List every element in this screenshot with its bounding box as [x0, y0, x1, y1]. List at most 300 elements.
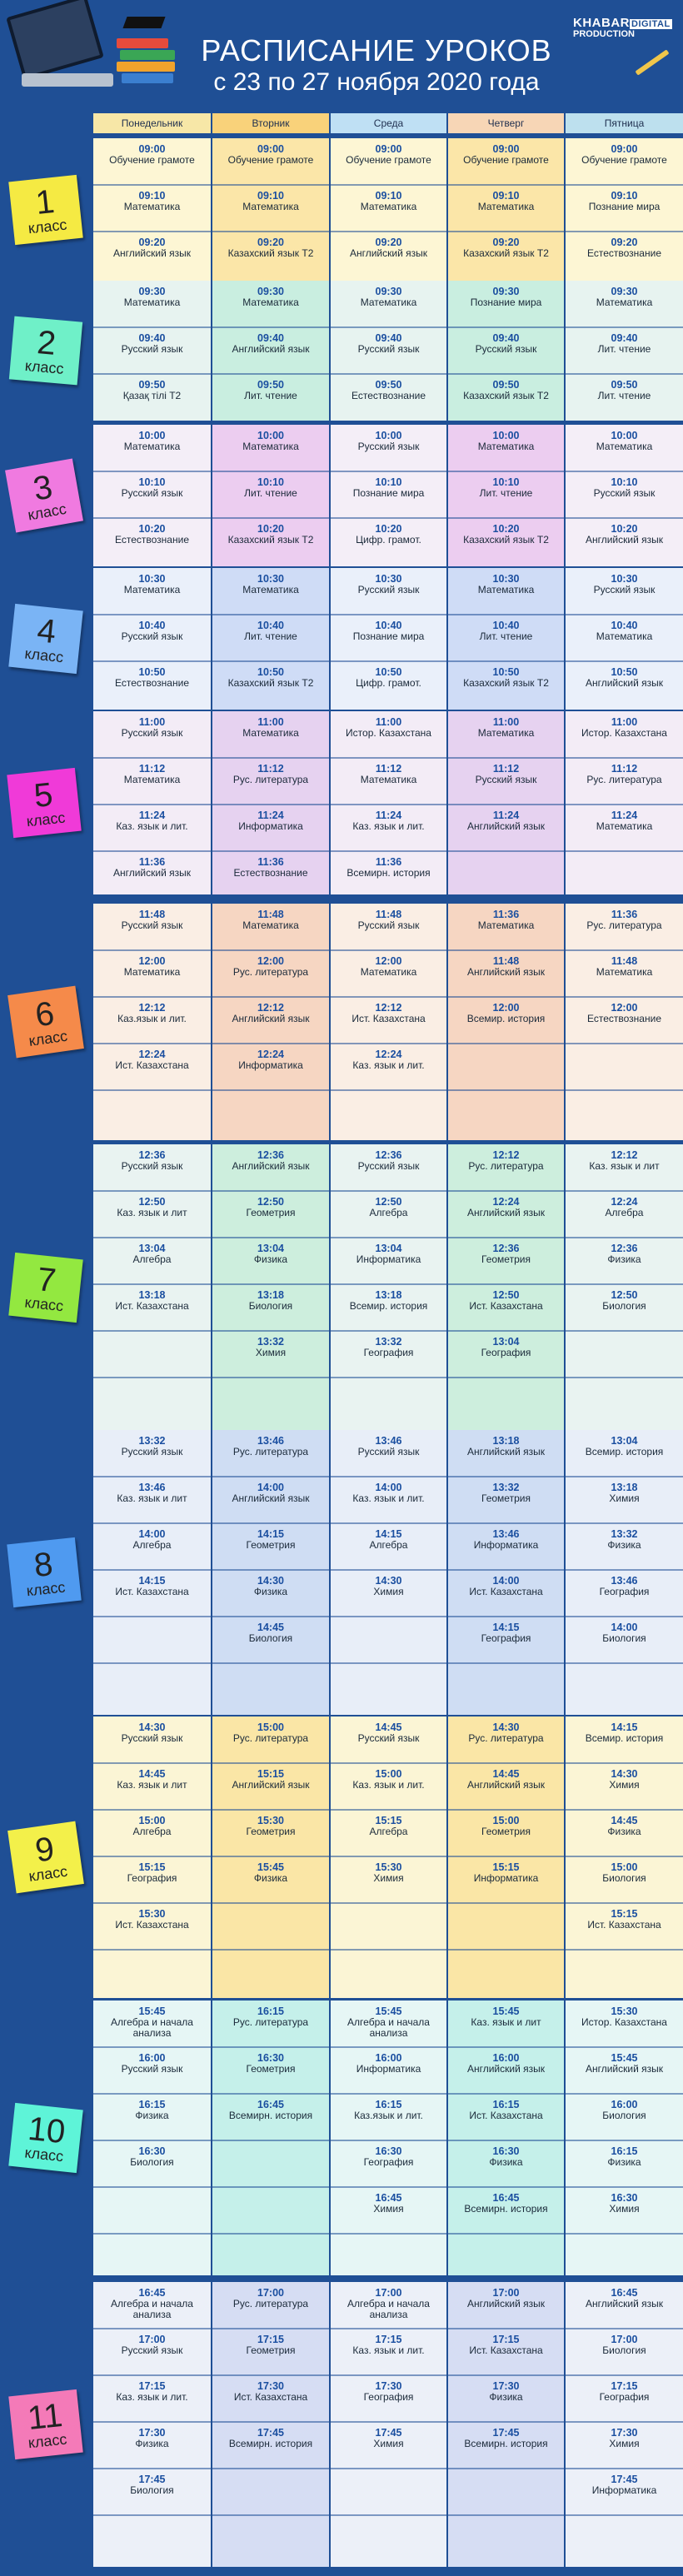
- grade-number: 1: [33, 183, 57, 222]
- grade-sticky-note: [7, 768, 81, 838]
- grade-number: 2: [35, 324, 57, 362]
- lesson-subject: Ист. Казахстана: [115, 1300, 189, 1312]
- lesson-time: 16:15: [611, 2145, 638, 2157]
- lesson-time: 09:00: [492, 143, 520, 155]
- lesson-cell: [448, 523, 564, 546]
- lesson-cell: [93, 143, 211, 166]
- lesson-time: 15:00: [611, 1861, 638, 1873]
- lesson-subject: Английский язык: [466, 2298, 546, 2309]
- lesson-time: 13:32: [375, 1336, 402, 1348]
- row-divider: [93, 614, 683, 615]
- lesson-subject: Математика: [477, 584, 535, 595]
- lesson-subject: Обучение грамоте: [109, 154, 195, 166]
- lesson-time: 09:10: [375, 190, 402, 202]
- lesson-time: 17:15: [257, 2334, 284, 2345]
- lesson-time: 17:30: [257, 2380, 284, 2392]
- lesson-time: 09:20: [611, 237, 638, 248]
- lesson-time: 17:15: [138, 2380, 166, 2392]
- lesson-subject: Математика: [477, 441, 535, 452]
- lesson-cell: [93, 1721, 211, 1744]
- lesson-cell: [93, 1861, 211, 1884]
- lesson-time: 17:15: [375, 2334, 402, 2345]
- lesson-subject: Физика: [135, 2438, 169, 2449]
- lesson-subject: Математика: [123, 584, 181, 595]
- lesson-time: 15:15: [492, 1861, 520, 1873]
- lesson-time: 10:40: [257, 620, 284, 631]
- lesson-subject: Физика: [135, 2110, 169, 2121]
- day-column: [566, 711, 683, 894]
- lesson-subject: Лит. чтение: [597, 343, 651, 355]
- lesson-cell: [93, 2052, 211, 2075]
- lesson-time: 09:00: [257, 143, 284, 155]
- lesson-cell: [566, 2005, 683, 2028]
- lesson-cell: [331, 1149, 446, 1172]
- lesson-subject: Естествознание: [587, 1013, 661, 1024]
- lesson-cell: [566, 1528, 683, 1551]
- lesson-time: 12:12: [138, 1002, 166, 1014]
- lesson-cell: [93, 2380, 211, 2403]
- grade-number: 4: [35, 612, 58, 651]
- lesson-time: 16:30: [138, 2145, 166, 2157]
- lesson-time: 13:46: [138, 1482, 166, 1493]
- lesson-time: 12:36: [492, 1243, 520, 1254]
- lesson-cell: [566, 523, 683, 546]
- lesson-subject: Русский язык: [357, 919, 420, 931]
- lesson-time: 10:50: [257, 666, 284, 678]
- lesson-cell: [93, 2334, 211, 2356]
- lesson-cell: [93, 573, 211, 595]
- lesson-time: 10:40: [375, 620, 402, 631]
- lesson-cell: [331, 1721, 446, 1744]
- lesson-subject: Биология: [602, 2344, 646, 2356]
- lesson-time: 16:00: [138, 2052, 166, 2064]
- row-divider: [93, 2421, 683, 2423]
- lesson-cell: [212, 1815, 329, 1837]
- lesson-cell: [212, 1336, 329, 1358]
- lesson-subject: Обучение грамоте: [346, 154, 431, 166]
- lesson-time: 12:50: [138, 1196, 166, 1208]
- row-divider: [93, 2093, 683, 2095]
- lesson-subject: Химия: [373, 2203, 404, 2215]
- lesson-subject: Математика: [596, 296, 653, 308]
- row-divider: [93, 517, 683, 519]
- grade-section: [0, 568, 683, 710]
- lesson-subject: Всемир. история: [349, 1300, 428, 1312]
- lesson-time: 11:00: [375, 716, 402, 728]
- lesson-cell: [566, 1289, 683, 1312]
- lesson-subject: Математика: [242, 919, 299, 931]
- lesson-subject: Рус. литература: [232, 774, 309, 785]
- row-divider: [93, 1089, 683, 1091]
- lesson-cell: [448, 2427, 564, 2449]
- lesson-cell: [566, 1815, 683, 1837]
- lesson-subject: Английский язык: [466, 1446, 546, 1457]
- lesson-time: 13:04: [257, 1243, 284, 1254]
- lesson-subject: Химия: [609, 2203, 640, 2215]
- lesson-time: 09:20: [492, 237, 520, 248]
- row-divider: [93, 660, 683, 662]
- grade-section: [0, 1430, 683, 1715]
- lesson-cell: [331, 666, 446, 689]
- lesson-time: 10:10: [611, 476, 638, 488]
- lesson-time: 17:00: [375, 2287, 402, 2299]
- lesson-subject: Рус. литература: [232, 1446, 309, 1457]
- lesson-cell: [93, 955, 211, 978]
- row-divider: [93, 850, 683, 852]
- lesson-time: 14:15: [257, 1528, 284, 1540]
- lesson-cell: [93, 763, 211, 785]
- grade-number: 9: [32, 1830, 57, 1870]
- lesson-subject: Математика: [360, 774, 417, 785]
- lesson-cell: [93, 1575, 211, 1597]
- grade-sticky-note: [5, 458, 83, 532]
- lesson-cell: [93, 1149, 211, 1172]
- grade-label: класс: [23, 645, 65, 666]
- day-column: [212, 1717, 329, 1998]
- grade-label: класс: [23, 2144, 65, 2165]
- lesson-subject: Рус. литература: [468, 1160, 544, 1172]
- lesson-time: 09:40: [611, 332, 638, 344]
- lesson-subject: Истор. Казахстана: [581, 2016, 667, 2028]
- grade-section: [0, 281, 683, 421]
- row-divider: [93, 1237, 683, 1238]
- lesson-subject: Биология: [602, 1300, 646, 1312]
- row-divider: [93, 1809, 683, 1811]
- lesson-cell: [212, 2005, 329, 2028]
- lesson-cell: [448, 2099, 564, 2121]
- lesson-time: 10:40: [492, 620, 520, 631]
- lesson-cell: [566, 430, 683, 452]
- lesson-time: 16:15: [375, 2099, 402, 2110]
- lesson-subject: Русский язык: [357, 441, 420, 452]
- lesson-cell: [93, 856, 211, 879]
- lesson-subject: Информатика: [591, 2484, 657, 2496]
- lesson-cell: [566, 1196, 683, 1218]
- lesson-time: 16:30: [492, 2145, 520, 2157]
- lesson-cell: [331, 1336, 446, 1358]
- lesson-cell: [331, 523, 446, 546]
- lesson-time: 13:32: [257, 1336, 284, 1348]
- lesson-subject: Ист. Казахстана: [469, 1300, 543, 1312]
- lesson-subject: Биология: [602, 1632, 646, 1644]
- lesson-cell: [331, 763, 446, 785]
- row-divider: [93, 949, 683, 951]
- lesson-subject: Математика: [242, 584, 299, 595]
- lesson-subject: Казахский язык Т2: [227, 247, 314, 259]
- lesson-subject: Алгебра и начала анализа: [347, 2016, 430, 2039]
- lesson-subject: География: [599, 1586, 650, 1597]
- lesson-cell: [331, 143, 446, 166]
- lesson-subject: Каз. язык и лит.: [116, 2391, 188, 2403]
- lesson-time: 11:36: [257, 856, 284, 868]
- lesson-subject: Геометрия: [246, 1207, 296, 1218]
- lesson-cell: [331, 430, 446, 452]
- lesson-cell: [566, 379, 683, 401]
- day-column: [331, 2282, 446, 2567]
- lesson-time: 16:45: [375, 2192, 402, 2204]
- row-divider: [93, 2468, 683, 2469]
- lesson-time: 10:10: [257, 476, 284, 488]
- grade-number: 6: [32, 994, 57, 1034]
- page-title: РАСПИСАНИЕ УРОКОВ: [201, 33, 552, 67]
- lesson-time: 16:45: [257, 2099, 284, 2110]
- lesson-cell: [331, 2005, 446, 2039]
- grade-section: [0, 2001, 683, 2275]
- lesson-time: 16:15: [257, 2005, 284, 2017]
- lesson-time: 12:00: [611, 1002, 638, 1014]
- day-column: [448, 1717, 564, 1998]
- lesson-subject: Русский язык: [121, 2063, 183, 2075]
- lesson-subject: Русский язык: [121, 630, 183, 642]
- lesson-subject: Алгебра: [369, 1207, 408, 1218]
- row-divider: [93, 1377, 683, 1378]
- lesson-cell: [331, 2052, 446, 2075]
- day-column: [93, 1717, 211, 1998]
- lesson-cell: [448, 1336, 564, 1358]
- lesson-subject: Рус. литература: [586, 774, 662, 785]
- lesson-time: 17:45: [138, 2474, 166, 2485]
- grade-number: 3: [30, 468, 56, 508]
- day-column: [448, 1430, 564, 1715]
- lesson-subject: Познание мира: [588, 201, 661, 212]
- lesson-time: 09:50: [257, 379, 284, 391]
- lesson-cell: [331, 716, 446, 739]
- lesson-time: 15:45: [492, 2005, 520, 2017]
- lesson-time: 16:00: [611, 2099, 638, 2110]
- laptop-icon: [13, 5, 113, 97]
- lesson-subject: География: [599, 2391, 650, 2403]
- lesson-subject: Каз.язык и лит.: [117, 1013, 187, 1024]
- lesson-time: 15:45: [138, 2005, 166, 2017]
- lesson-cell: [93, 2099, 211, 2121]
- lesson-time: 12:00: [492, 1002, 520, 1014]
- lesson-cell: [212, 763, 329, 785]
- lesson-cell: [212, 573, 329, 595]
- lesson-cell: [93, 523, 211, 546]
- row-divider: [93, 1762, 683, 1764]
- lesson-subject: Всемирн. история: [228, 2438, 313, 2449]
- lesson-time: 14:45: [492, 1768, 520, 1780]
- lesson-subject: Ист. Казахстана: [469, 2344, 543, 2356]
- lesson-time: 14:30: [375, 1575, 402, 1587]
- lesson-subject: Рус. литература: [232, 1732, 309, 1744]
- lesson-time: 10:30: [138, 573, 166, 585]
- lesson-subject: Русский язык: [121, 487, 183, 499]
- lesson-time: 14:00: [257, 1482, 284, 1493]
- lesson-subject: Английский язык: [232, 1779, 310, 1791]
- lesson-cell: [212, 1196, 329, 1218]
- grade-number: 7: [35, 1261, 58, 1300]
- row-divider: [93, 2140, 683, 2141]
- lesson-cell: [448, 1482, 564, 1504]
- lesson-cell: [212, 1528, 329, 1551]
- row-divider: [93, 184, 683, 186]
- lesson-subject: Алгебра: [369, 1826, 408, 1837]
- lesson-subject: Английский язык: [585, 2063, 664, 2075]
- lesson-time: 09:30: [375, 286, 402, 297]
- lesson-cell: [448, 2052, 564, 2075]
- lesson-time: 16:00: [492, 2052, 520, 2064]
- lesson-time: 17:30: [375, 2380, 402, 2392]
- lesson-subject: Математика: [123, 441, 181, 452]
- lesson-time: 17:30: [611, 2427, 638, 2439]
- lesson-time: 09:40: [492, 332, 520, 344]
- lesson-cell: [93, 1528, 211, 1551]
- lesson-subject: Естествознание: [233, 867, 308, 879]
- lesson-cell: [331, 1289, 446, 1312]
- lesson-time: 11:36: [492, 909, 520, 920]
- lesson-cell: [566, 1435, 683, 1457]
- lesson-time: 15:30: [257, 1815, 284, 1826]
- grade-sticky-note: [8, 604, 82, 674]
- lesson-cell: [448, 909, 564, 931]
- lesson-subject: Обучение грамоте: [463, 154, 549, 166]
- lesson-cell: [566, 143, 683, 166]
- lesson-subject: Казахский язык Т2: [227, 534, 314, 546]
- lesson-cell: [212, 1482, 329, 1504]
- lesson-time: 11:48: [611, 955, 638, 967]
- lesson-subject: Русский язык: [121, 1732, 183, 1744]
- lesson-time: 12:36: [611, 1243, 638, 1254]
- lesson-subject: Биология: [248, 1632, 293, 1644]
- lesson-subject: География: [127, 1872, 177, 1884]
- lesson-time: 10:40: [611, 620, 638, 631]
- lesson-subject: Цифр. грамот.: [356, 677, 421, 689]
- lesson-subject: Математика: [596, 630, 653, 642]
- lesson-cell: [566, 1768, 683, 1791]
- lesson-cell: [93, 1908, 211, 1931]
- lesson-cell: [566, 909, 683, 931]
- day-column: [566, 2282, 683, 2567]
- lesson-time: 10:20: [138, 523, 166, 535]
- lesson-time: 10:30: [611, 573, 638, 585]
- lesson-subject: Лит. чтение: [479, 487, 533, 499]
- lesson-subject: Физика: [253, 1872, 288, 1884]
- lesson-subject: Английский язык: [585, 534, 664, 546]
- page-subtitle: с 23 по 27 ноября 2020 года: [213, 68, 540, 96]
- grade-section: [0, 138, 683, 282]
- grade-label: класс: [24, 356, 65, 377]
- lesson-subject: Геометрия: [246, 2063, 296, 2075]
- lesson-subject: Английский язык: [232, 1160, 310, 1172]
- lesson-time: 16:15: [138, 2099, 166, 2110]
- lesson-cell: [448, 190, 564, 212]
- lesson-subject: Биология: [130, 2484, 174, 2496]
- lesson-cell: [566, 955, 683, 978]
- day-column: [448, 1144, 564, 1431]
- lesson-time: 17:45: [257, 2427, 284, 2439]
- lesson-subject: Каз. язык и лит: [117, 1207, 187, 1218]
- lesson-subject: Ист. Казахстана: [115, 1919, 189, 1931]
- lesson-time: 14:15: [375, 1528, 402, 1540]
- lesson-subject: Лит. чтение: [597, 390, 651, 401]
- lesson-subject: Математика: [123, 201, 181, 212]
- lesson-subject: Всемирн. история: [464, 2203, 548, 2215]
- grade-sticky-note: [7, 1537, 81, 1607]
- lesson-subject: Химия: [255, 1347, 287, 1358]
- lesson-subject: Рус. литература: [468, 1732, 544, 1744]
- lesson-subject: Каз. язык и лит: [589, 1160, 660, 1172]
- lesson-cell: [93, 379, 211, 401]
- lesson-cell: [212, 379, 329, 401]
- lesson-subject: Всемир. история: [466, 1013, 546, 1024]
- lesson-time: 17:45: [611, 2474, 638, 2485]
- lesson-time: 13:32: [492, 1482, 520, 1493]
- lesson-time: 13:46: [492, 1528, 520, 1540]
- lesson-cell: [331, 476, 446, 499]
- lesson-cell: [566, 2145, 683, 2168]
- lesson-cell: [212, 332, 329, 355]
- lesson-cell: [331, 2145, 446, 2168]
- row-divider: [93, 1662, 683, 1664]
- lesson-subject: Каз. язык и лит.: [352, 2344, 425, 2356]
- lesson-time: 13:46: [375, 1435, 402, 1447]
- lesson-time: 09:40: [138, 332, 166, 344]
- graduation-cap-icon: [122, 17, 165, 28]
- lesson-time: 14:45: [375, 1721, 402, 1733]
- day-column: [212, 1144, 329, 1431]
- lesson-subject: Познание мира: [352, 487, 425, 499]
- lesson-subject: Всемирн. история: [464, 2438, 548, 2449]
- lesson-time: 11:12: [257, 763, 284, 775]
- lesson-cell: [331, 1575, 446, 1597]
- lesson-subject: Алгебра: [132, 1539, 172, 1551]
- lesson-cell: [448, 1575, 564, 1597]
- lesson-cell: [448, 379, 564, 401]
- lesson-cell: [448, 1289, 564, 1312]
- lesson-cell: [448, 1149, 564, 1172]
- lesson-cell: [566, 2427, 683, 2449]
- lesson-cell: [212, 1289, 329, 1312]
- lesson-cell: [212, 143, 329, 166]
- lesson-subject: Алгебра: [369, 1539, 408, 1551]
- lesson-cell: [93, 190, 211, 212]
- lesson-time: 10:40: [138, 620, 166, 631]
- lesson-time: 15:15: [257, 1768, 284, 1780]
- lesson-subject: Математика: [596, 441, 653, 452]
- lesson-cell: [93, 1435, 211, 1457]
- lesson-cell: [331, 379, 446, 401]
- lesson-time: 14:15: [138, 1575, 166, 1587]
- lesson-cell: [331, 286, 446, 308]
- lesson-subject: Қазақ тілі Т2: [122, 390, 182, 401]
- lesson-cell: [448, 1002, 564, 1024]
- lesson-subject: Химия: [373, 1872, 404, 1884]
- lesson-subject: Геометрия: [246, 1826, 296, 1837]
- day-column: [566, 1144, 683, 1431]
- grade-sticky-note: [7, 986, 84, 1059]
- lesson-cell: [448, 2005, 564, 2028]
- lesson-cell: [93, 810, 211, 832]
- lesson-time: 09:30: [138, 286, 166, 297]
- lesson-subject: География: [481, 1347, 531, 1358]
- lesson-cell: [93, 716, 211, 739]
- row-divider: [93, 1902, 683, 1904]
- lesson-time: 15:30: [138, 1908, 166, 1920]
- lesson-cell: [566, 763, 683, 785]
- day-column: [566, 1430, 683, 1715]
- lesson-cell: [212, 1149, 329, 1172]
- lesson-subject: Математика: [360, 966, 417, 978]
- lesson-time: 16:45: [611, 2287, 638, 2299]
- lesson-time: 13:04: [611, 1435, 638, 1447]
- lesson-time: 16:30: [375, 2145, 402, 2157]
- lesson-subject: Обучение грамоте: [581, 154, 667, 166]
- day-column: [93, 1144, 211, 1431]
- lesson-cell: [212, 2380, 329, 2403]
- lesson-time: 17:30: [492, 2380, 520, 2392]
- lesson-time: 11:24: [257, 810, 284, 821]
